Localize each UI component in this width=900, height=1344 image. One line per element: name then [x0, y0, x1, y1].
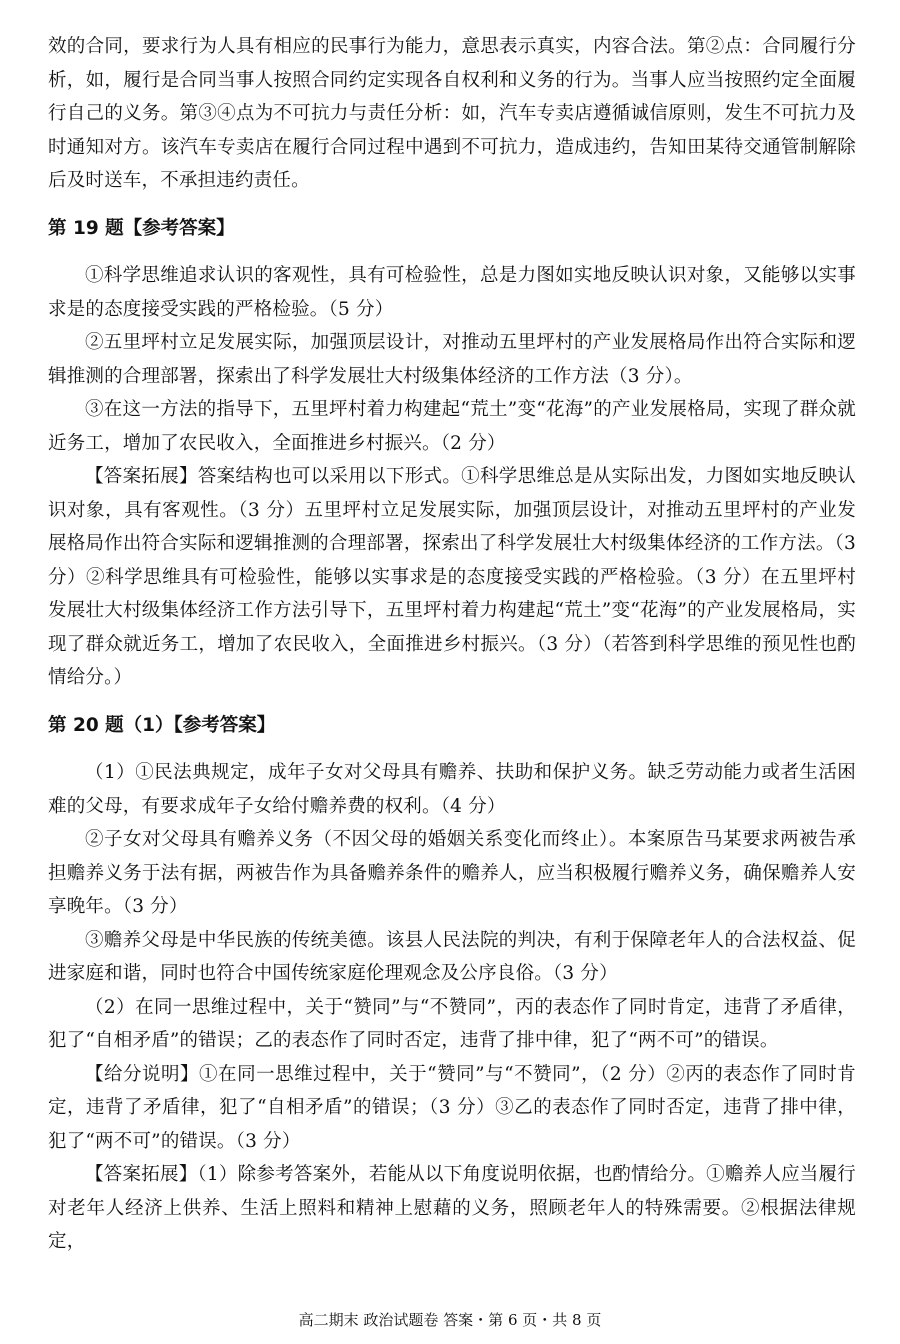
- q19-paragraph-2: ②五里坪村立足发展实际，加强顶层设计，对推动五里坪村的产业发展格局作出符合实际和逻辑推测的合理部署，探索出了科学发展壮大村级集体经济的工作方法（3 分）。: [48, 332, 856, 387]
- q20-paragraph-2: ②子女对父母具有赡养义务（不因父母的婚姻关系变化而终止）。本案原告马某要求两被告承担赡养义务于法有据，两被告作为具备赡养条件的赡养人，应当积极履行赡养义务，确保赡养人安享晚年。（3 分）: [48, 829, 856, 917]
- q20-paragraph-1: （1）①民法典规定，成年子女对父母具有赡养、扶助和保护义务。缺乏劳动能力或者生活困难的父母，有要求成年子女给付赡养费的权利。（4 分）: [48, 762, 856, 817]
- continuation-paragraph: 效的合同，要求行为人具有相应的民事行为能力，意思表示真实，内容合法。第②点：合同履行分析，如，履行是合同当事人按照合同约定实现各自权利和义务的行为。当事人应当按照约定全面履行自己的义务。第③④点为不可抗力与责任分析：如，汽车专卖店遵循诚信原则，发生不可抗力及时通知对方。该汽车专卖店在履行合同过程中遇到不可抗力，造成违约，告知田某待交通管制解除后及时送车，不承担违约责任。: [48, 36, 856, 191]
- q19-heading: 第 19 题【参考答案】: [48, 217, 235, 239]
- answer-page: [48, 30, 856, 1259]
- q20-answer-extension: 【答案拓展】（1）除参考答案外，若能从以下角度说明依据，也酌情给分。①赡养人应当履行对老年人经济上供养、生活上照料和精神上慰藉的义务，照顾老年人的特殊需要。②根据法律规定，: [48, 1164, 856, 1252]
- q19-answer-extension: 【答案拓展】答案结构也可以采用以下形式。①科学思维总是从实际出发，力图如实地反映认识对象，具有客观性。（3 分）五里坪村立足发展实际，加强顶层设计，对推动五里坪村的产业发展格局作出符合实际和逻辑推测的合理部署，探索出了科学发展壮大村级集体经济的工作方法。（3 分）②科学思维具有可检验性，能够以实事求是的态度接受实践的严格检验。（3 分）在五里坪村发展壮大村级集体经济工作方法引导下，五里坪村着力构建起“荒土”变“花海”的产业发展格局，实现了群众就近务工，增加了农民收入，全面推进乡村振兴。（3 分）（若答到科学思维的预见性也酌情给分。）: [48, 466, 856, 688]
- q19-paragraph-1: ①科学思维追求认识的客观性，具有可检验性，总是力图如实地反映认识对象，又能够以实事求是的态度接受实践的严格检验。（5 分）: [48, 265, 856, 320]
- page-footer: 高二期末 政治试题卷 答案・第 6 页・共 8 页: [298, 1311, 602, 1329]
- q20-scoring-notes: 【给分说明】①在同一思维过程中，关于“赞同”与“不赞同”，（2 分）②丙的表态作了同时肯定，违背了矛盾律，犯了“自相矛盾”的错误；（3 分）③乙的表态作了同时否定，违背了排中律，犯了“两不可”的错误。（3 分）: [48, 1063, 856, 1152]
- q20-heading: 第 20 题（1）【参考答案】: [48, 714, 276, 736]
- q20-paragraph-4: （2）在同一思维过程中，关于“赞同”与“不赞同”，丙的表态作了同时肯定，违背了矛盾律，犯了“自相矛盾”的错误；乙的表态作了同时否定，违背了排中律，犯了“两不可”的错误。: [48, 996, 856, 1051]
- q19-paragraph-3: ③在这一方法的指导下，五里坪村着力构建起“荒土”变“花海”的产业发展格局，实现了群众就近务工，增加了农民收入，全面推进乡村振兴。（2 分）: [48, 399, 856, 454]
- q20-paragraph-3: ③赡养父母是中华民族的传统美德。该县人民法院的判决，有利于保障老年人的合法权益、促进家庭和谐，同时也符合中国传统家庭伦理观念及公序良俗。（3 分）: [48, 929, 856, 984]
